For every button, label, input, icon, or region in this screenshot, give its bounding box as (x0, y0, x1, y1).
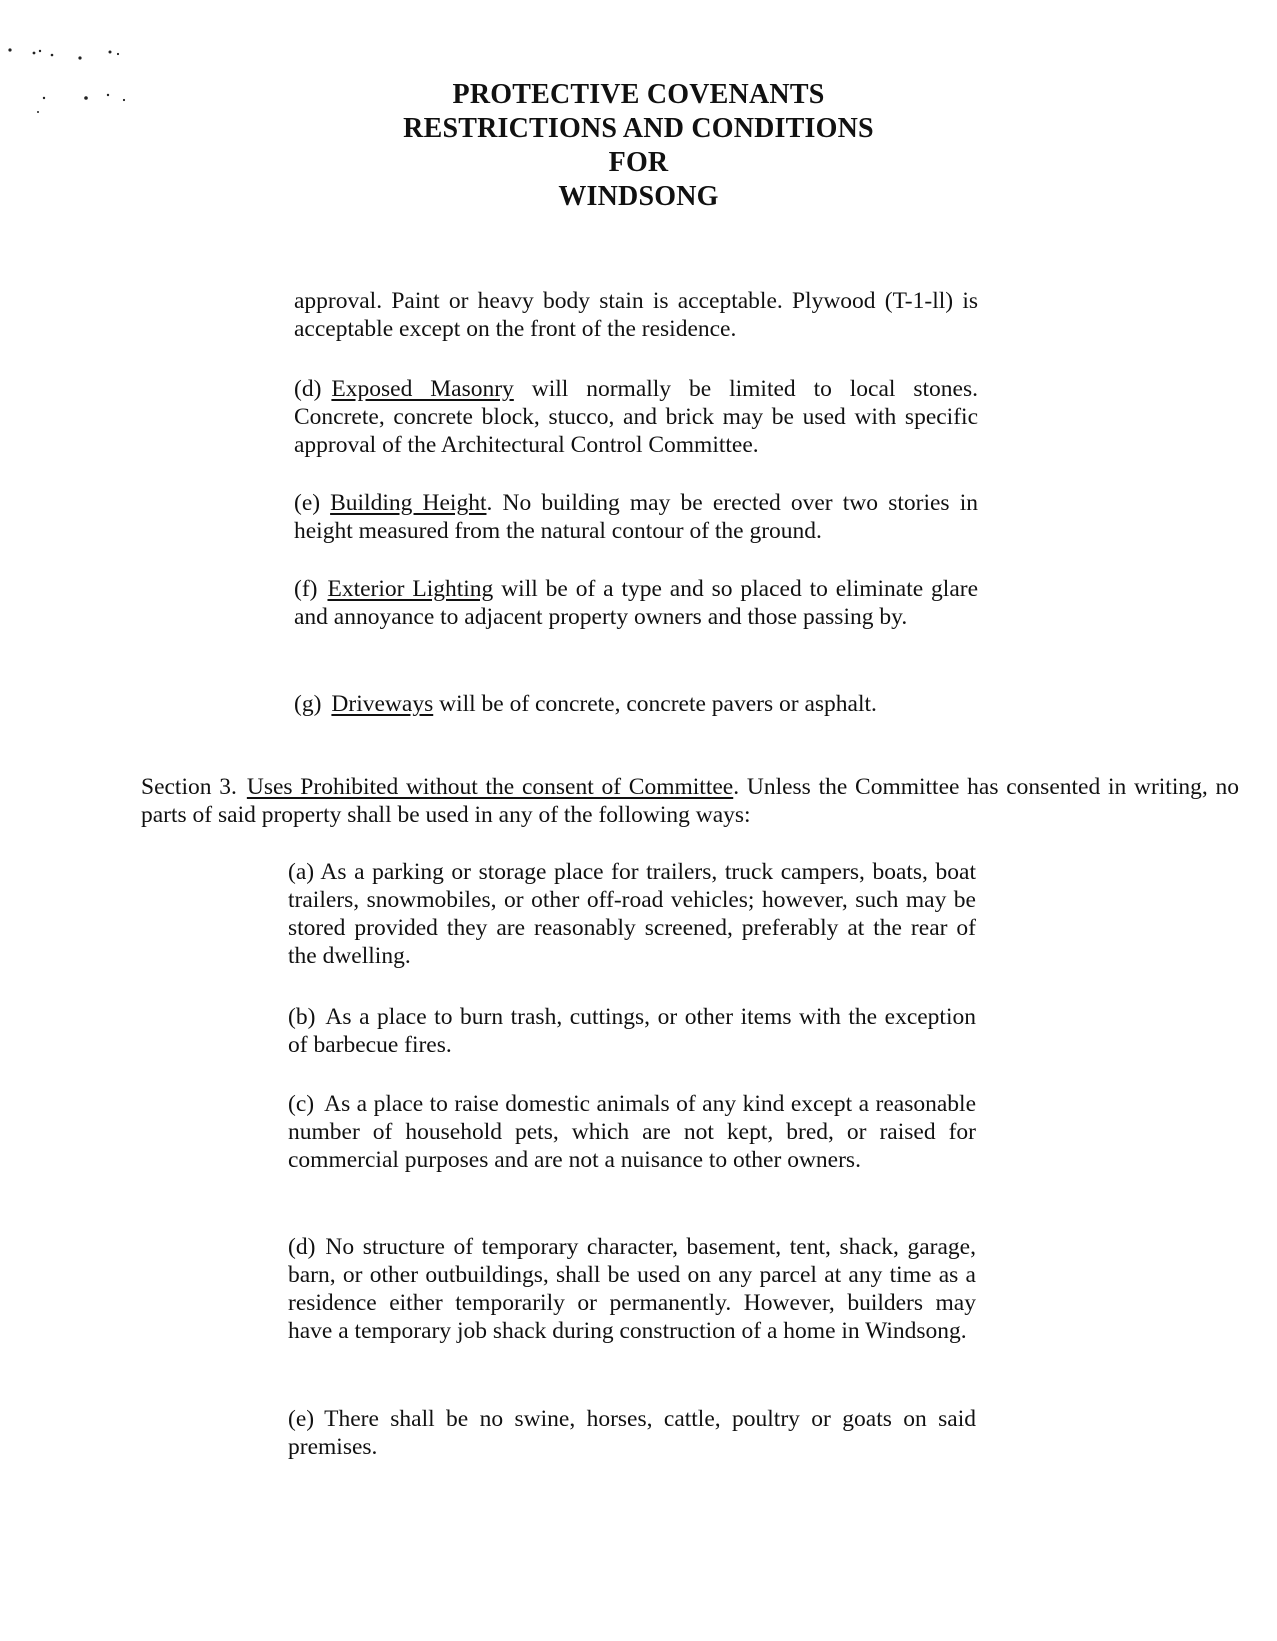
item-label: (d) (294, 376, 322, 402)
item-label: (d) (288, 1234, 316, 1260)
use-item-c (288, 1090, 976, 1174)
item-text: There shall be no swine, horses, cattle, poultry or goats on said premises. (288, 1406, 976, 1460)
item-text: will be of a type and so placed to eliminate glare and annoyance to adjacent property owners and those passing by. (294, 576, 979, 630)
document-title (0, 78, 1277, 214)
use-item-e (288, 1405, 976, 1461)
item-text: will be of concrete, concrete pavers or asphalt. (433, 691, 877, 717)
continuation-paragraph: approval. Paint or heavy body stain is acceptable. Plywood (T-1-ll) is acceptable except on the front of the residence. (294, 288, 978, 342)
section-3-paragraph (141, 773, 1239, 829)
item-label: (c) (288, 1091, 315, 1117)
section-label: Section 3. (141, 774, 237, 800)
item-heading: Building Height (330, 490, 487, 516)
item-label: (b) (288, 1004, 316, 1030)
item-label: (e) (294, 490, 321, 516)
item-text: . No building may be erected over two stories in height measured from the natural contour of the ground. (294, 490, 978, 544)
item-heading: Exposed Masonry (331, 376, 514, 402)
item-label: (a) (288, 859, 315, 885)
item-text: As a place to burn trash, cuttings, or other items with the exception of barbecue fires. (288, 1004, 976, 1058)
item-text: As a place to raise domestic animals of any kind except a reasonable number of household pets, which are not kept, bred, or raised for commercial purposes and are not a nuisance to other owners. (288, 1091, 976, 1173)
title-line-4: WINDSONG (558, 181, 719, 212)
item-heading: Driveways (331, 691, 434, 717)
item-text: As a parking or storage place for trailers, truck campers, boats, boat trailers, snowmobiles, or other off-road vehicles; however, such may be stored provided they are reasonably screened, preferably at the rear of the dwelling. (288, 859, 976, 969)
use-item-b (288, 1003, 976, 1059)
item-text: will normally be limited to local stones. Concrete, concrete block, stucco, and brick may be used with specific approval of the Architectural Control Committee. (294, 376, 978, 458)
section-heading: Uses Prohibited without the consent of Committee (246, 774, 734, 800)
item-label: (e) (288, 1406, 315, 1432)
item-label: (g) (294, 691, 322, 717)
item-d-exposed-masonry (294, 375, 978, 459)
item-text: No structure of temporary character, basement, tent, shack, garage, barn, or other outbuildings, shall be used on any parcel at any time as a residence either temporarily or permanently. However, builders may have a temporary job shack during construction of a home in Windsong. (288, 1234, 976, 1344)
item-heading: Exterior Lighting (327, 576, 494, 602)
item-f-exterior-lighting (294, 575, 978, 631)
use-item-d (288, 1233, 976, 1345)
item-label: (f) (294, 576, 318, 602)
use-item-a (288, 858, 976, 970)
item-e-building-height (294, 489, 978, 545)
title-line-1: PROTECTIVE COVENANTS (452, 79, 825, 110)
title-line-2: RESTRICTIONS AND CONDITIONS (403, 113, 874, 144)
title-line-3: FOR (608, 147, 669, 178)
section-text: . Unless the Committee has consented in writing, no parts of said property shall be used in any of the following ways: (141, 774, 1239, 828)
item-g-driveways (294, 690, 978, 718)
